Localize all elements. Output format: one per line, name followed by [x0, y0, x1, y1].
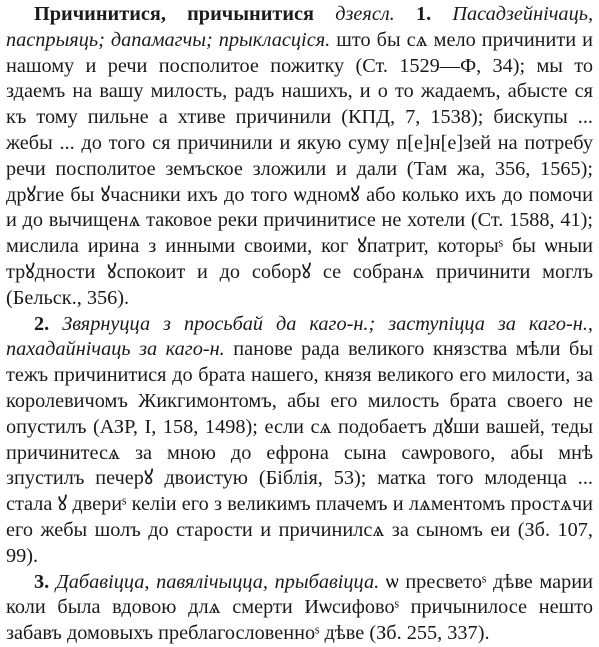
grammar-label: дзеясл.: [335, 3, 395, 25]
sense-number: 1.: [415, 3, 432, 25]
sense-citations: што бы сѧ мело причинити и нашому и речи посполитое пожитку (Ст. 1529—Ф, 34); мы то здаемъ на вашу милость, радъ нашихъ, и о то жадаемъ, абысте ся къ тому пильне а хтиве причинили (КПД, 7, 1538); бискупы ... жебы ... до того ся причинили и якую суму п[е]н[е]зей на потребу речи посполитое земъское зложили и дали (Там жа, 356, 1565); дрꙋгие бы ꙋчасники ихъ до того ѡдномꙋ або колько ихъ до помочи и до вычищенѧ таковое реки причинитисе не хотели (Ст. 1588, 41); мислила ирина з инными своими, ког ꙋпатрит, которыˢ бы ѡныи трꙋдности ꙋспокоит и до соборꙋ се собранѧ причинити моглъ (Бельск., 356).: [6, 28, 593, 309]
sense-3-paragraph: [6, 570, 593, 647]
sense-1-paragraph: [6, 2, 593, 312]
sense-gloss: Дабавіцца, павялічыцца, прыбавіцца.: [55, 570, 380, 593]
sense-2-paragraph: [6, 312, 593, 570]
sense-number: 3.: [34, 570, 50, 593]
sense-citations: панове рада великого князства мѣли бы тежъ причинитися до брата нашего, князя великого его милости, за королевичомъ Жикгимонтомъ, абы его милость брата своего не опустилъ (АЗР, I, 158, 1498); если сѧ подобаетъ дꙋши вашей, теды причинитесѧ за мною до ефрона сына саѡрового, абы мнѣ зпустилъ печерꙋ двоистую (Біблія, 53); матка того млоденца ... стала ꙋ двериˢ келіи его з великимъ плачемъ и лѧментомъ простѧчи его жебы шолъ до старости и причинилсѧ за сыномъ еи (Зб. 107, 99).: [6, 338, 594, 567]
sense-citations: ѡ пресветоˢ дѣве марии коли была вдовою длѧ смерти Иѡсифовоˢ причынилосе нешто забавъ домовыхъ преблагословенноˢ дѣве (Зб. 255, 337).: [6, 570, 593, 645]
sense-gloss: Пасадзейнічаць, паспрыяць; дапамагчы; прыкласціся.: [6, 3, 594, 51]
sense-number: 2.: [34, 312, 50, 335]
sense-gloss: Звярнуцца з просьбай да каго-н.; заступіцца за каго-н., пахадайнічаць за каго-н.: [6, 312, 593, 361]
headword: Причинитися, причынитися: [34, 3, 315, 25]
